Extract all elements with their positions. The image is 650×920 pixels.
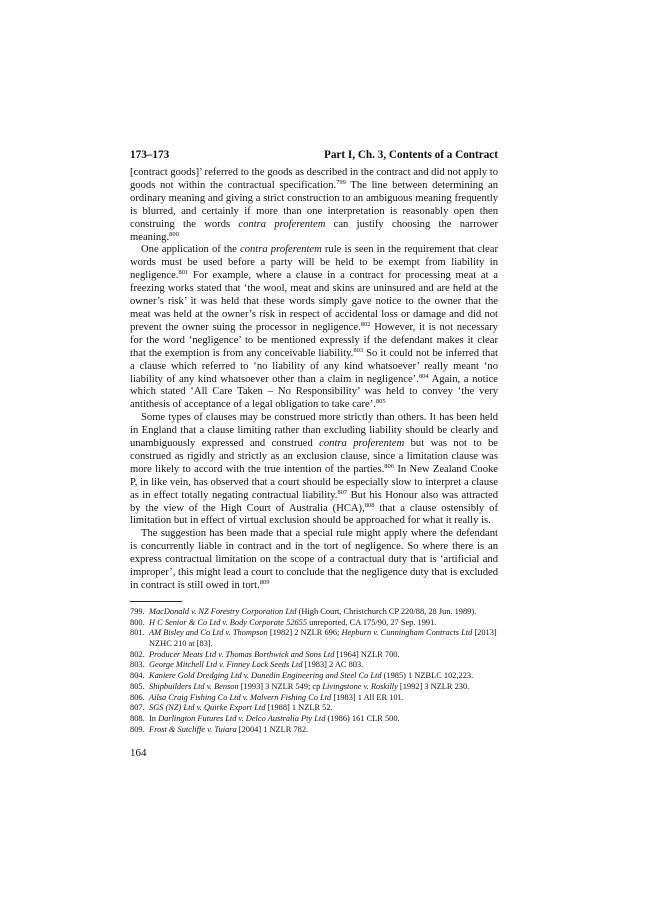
italic-text: contra proferentem [319,438,405,450]
text-run: Some types of clauses may be construed more strictly than others. It has been held in England that a clause limiting rather than excluding liability should be clearly and unambiguously expressed and construed [130,412,498,450]
footnote-number: 802. [130,649,145,659]
text-run: [1983] 2 AC 803. [302,660,364,670]
text-run: [contract goods]’ referred to the goods as described in the contract and did not apply to goods not within the contractual specification. [130,167,498,191]
text-run: [2013] NZHC 210 at [83]. [149,628,497,649]
running-header [130,148,498,162]
text-run: [2004] 1 NZLR 782. [236,724,309,734]
italic-text: Ailsa Craig Fishing Co Ltd v. Malvern Fishing Co Ltd [149,692,332,702]
footnote [130,618,498,629]
paragraph-1 [130,167,498,244]
footnote-reference[interactable]: 800 [169,230,179,238]
italic-text: Kaniere Gold Dredging Ltd v. Dunedin Engineering and Steel Co Ltd [149,671,382,681]
footnote [130,693,498,704]
italic-text: SGS (NZ) Ltd v. Quirke Export Ltd [149,703,266,713]
text-run: [1992] 3 NZLR 230. [397,681,470,691]
text-run: [1964] NZLR 700. [334,649,400,659]
italic-text: contra proferentem [240,244,322,256]
footnote-number: 804. [130,671,145,681]
footnote-reference[interactable]: 801 [178,269,189,277]
footnote-text [149,682,498,693]
footnote-text [149,650,498,661]
text-run: But his Honour also was attracted by the view of the High Court of Australia (HCA), [130,489,498,514]
footnote [130,714,498,725]
footnote [130,650,498,661]
text-run: that a clause ostensibly of limitation but in effect of virtual exclusion should be approached for what it really is. [130,502,498,527]
footnote-separator [130,601,182,602]
italic-text: Hepburn v. Cunningham Contracts Ltd [341,628,473,638]
footnote-reference[interactable]: 809 [259,579,270,586]
text-run: In [149,713,159,723]
italic-text: Livingstone v. Roskilly [322,681,398,691]
footnote-reference[interactable]: 807 [337,488,348,496]
footnote-reference[interactable]: 806 [384,462,395,470]
footnotes [130,607,498,735]
body-text [130,167,498,593]
footnote-number: 799. [130,606,145,616]
text-run: For example, where a clause in a contract for processing meat at a freezing works stated that ‘the wool, meat and skins are uninsured and are held at the owner’s risk’ it was held that these words simply gave notice to the owner that the meat was held at the owner’s risk in respect of accidental loss or damage and did not prevent the owner suing the processor in negligence. [130,270,498,333]
italic-text: MacDonald v. NZ Forestry Corporation Ltd [149,606,297,616]
text-run: So it could not be inferred that a clause which referred to ‘no liability of any kind whatsoever’ really meant ‘no liability of any kind whatsoever other than a claim in negligence’. [130,347,498,385]
footnote-reference[interactable]: 805 [375,398,386,406]
footnote-number: 803. [130,660,145,670]
footnote [130,660,498,671]
footnote-number: 808. [130,713,145,723]
footnote-text [149,660,498,671]
footnote-number: 801. [130,628,145,638]
header-chapter-title: Part I, Ch. 3, Contents of a Contract [323,149,498,161]
page-number: 164 [130,747,147,760]
footnote-text [149,693,498,704]
footnote-text [149,628,498,649]
text-run: (1985) 1 NZBLC 102,223. [381,671,474,681]
footnote-reference[interactable]: 808 [364,501,375,509]
italic-text: AM Bisley and Co Ltd v. Thompson [149,628,268,638]
footnote-reference[interactable]: 802 [360,320,371,328]
footnote [130,671,498,682]
footnote [130,607,498,618]
text-run: rule is seen in the requirement that clear words must be used before a party will be held to be exempt from liability in negligence. [130,244,498,282]
footnote-reference[interactable]: 804 [418,372,429,380]
footnote-reference[interactable]: 803 [353,346,364,354]
text-run: Again, a notice which stated ‘All Care Taken – No Responsibility’ was held to convey ‘the very antithesis of acceptance of a legal obligation to take care’. [130,373,498,411]
text-run: but was not to be construed as rigidly and strictly as an exclusion clause, since a limitation clause was more likely to accord with the true intention of the parties. [130,438,499,475]
footnote [130,682,498,693]
footnote-text [149,671,498,682]
footnote-number: 807. [130,703,145,713]
italic-text: Producer Meats Ltd v. Thomas Borthwick and Sons Ltd [149,649,335,659]
footnote-text [149,714,498,725]
text-run: [1993] 3 NZLR 549; cp [238,681,323,691]
italic-text: Shipbuilders Ltd v. Benson [149,681,239,691]
text-run: However, it is not necessary for the word ‘negligence’ to be mentioned expressly if the defendant makes it clear that the exemption is from any conceivable liability. [130,321,498,359]
text-run: In New Zealand Cooke P, in like vein, has observed that a court should be especially slow to interpret a clause as in effect totally negating contractual liability. [130,463,498,501]
footnote-text [149,725,498,736]
footnote [130,628,498,649]
footnote [130,703,498,714]
footnote-number: 806. [130,692,145,702]
italic-text: H C Senior & Co Ltd v. Body Corporate 52655 [149,617,308,627]
footnote-text [149,703,498,714]
text-run: [1983] 1 All ER 101. [331,692,404,702]
italic-text: George Mitchell Ltd v. Finney Lock Seeds Ltd [149,660,303,670]
footnote-text [149,607,498,618]
text-run: The line between determining an ordinary meaning and giving a strict construction to an ambiguous meaning frequently is blurred, and certainly if more than one interpretation is reasonably open then construing the words [130,179,499,230]
paragraph-3 [130,412,498,528]
italic-text: contra proferentem [238,218,326,230]
paragraph-2 [130,244,498,412]
text-run: One application of the [141,244,240,256]
text-run: can justify choosing the narrower meaning. [130,218,498,243]
footnote-number: 809. [130,724,145,734]
page [130,148,498,759]
footnote [130,725,498,736]
footnote-number: 805. [130,681,145,691]
header-section-number: 173–173 [130,149,170,161]
text-run: The suggestion has been made that a special rule might apply where the defendant is concurrently liable in contract and in the tort of negligence. So where there is an express contractual limitation on the scope of a contractual duty that is ‘artificial and improper’, this might lead a court to conclude that the negligence duty that is excluded in contract is still owed in tort. [130,528,498,591]
italic-text: Frost & Sutcliffe v. Tuiara [149,724,237,734]
footnote-reference[interactable]: 799 [336,178,346,186]
paragraph-4 [130,528,498,593]
text-run: [1982] 2 NZLR 696; [267,628,342,638]
text-run: (1986) 161 CLR 500. [325,713,400,723]
text-run: unreported, CA 175/90, 27 Sep. 1991. [307,617,437,627]
footnote-text [149,618,498,629]
italic-text: Darlington Futures Ltd v. Delco Australia Pty Ltd [158,713,326,723]
text-run: [1988] 1 NZLR 52. [265,703,333,713]
text-run: (High Court, Christchurch CP 220/88, 28 Jun. 1989). [296,606,477,616]
footnote-number: 800. [130,617,145,627]
